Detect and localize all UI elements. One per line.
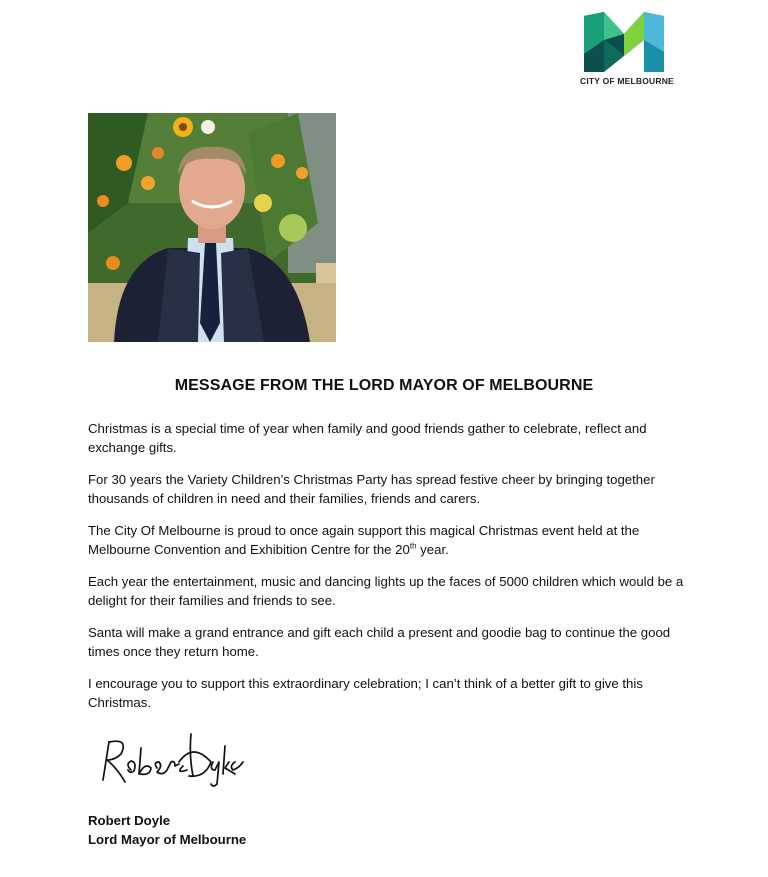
ordinal-suffix: th	[409, 541, 417, 551]
paragraph-5: Santa will make a grand entrance and gift each child a present and goodie bag to continue the good times once they return home.	[88, 625, 671, 659]
paragraph-2: For 30 years the Variety Children’s Christmas Party has spread festive cheer by bringing together thousands of children in need and their families, friends and carers.	[88, 472, 655, 506]
paragraph-1: Christmas is a special time of year when family and good friends gather to celebrate, reflect and exchange gifts.	[88, 421, 647, 455]
handwritten-signature	[95, 726, 245, 795]
paragraph-6: I encourage you to support this extraordinary celebration; I can’t think of a better gift to give this Christmas.	[88, 676, 643, 710]
signatory-role: Lord Mayor of Melbourne	[88, 832, 247, 847]
m-logo-mark-icon	[584, 12, 664, 72]
paragraph-3-end: year.	[416, 542, 449, 557]
signatory-block	[88, 811, 246, 849]
paragraph-3	[88, 521, 688, 559]
city-of-melbourne-logo	[580, 12, 674, 86]
logo-text: CITY OF MELBOURNE	[580, 76, 674, 86]
paragraph-3-text: The City Of Melbourne is proud to once again support this magical Christmas event held at the Melbourne Convention and Exhibition Centre for the 20	[88, 523, 640, 557]
page-title: MESSAGE FROM THE LORD MAYOR OF MELBOURNE	[174, 377, 594, 394]
message-body	[88, 419, 688, 725]
signatory-name: Robert Doyle	[88, 813, 171, 828]
portrait-photo	[88, 113, 336, 342]
paragraph-4: Each year the entertainment, music and dancing lights up the faces of 5000 children which would be a delight for their families and friends to see.	[88, 574, 684, 608]
